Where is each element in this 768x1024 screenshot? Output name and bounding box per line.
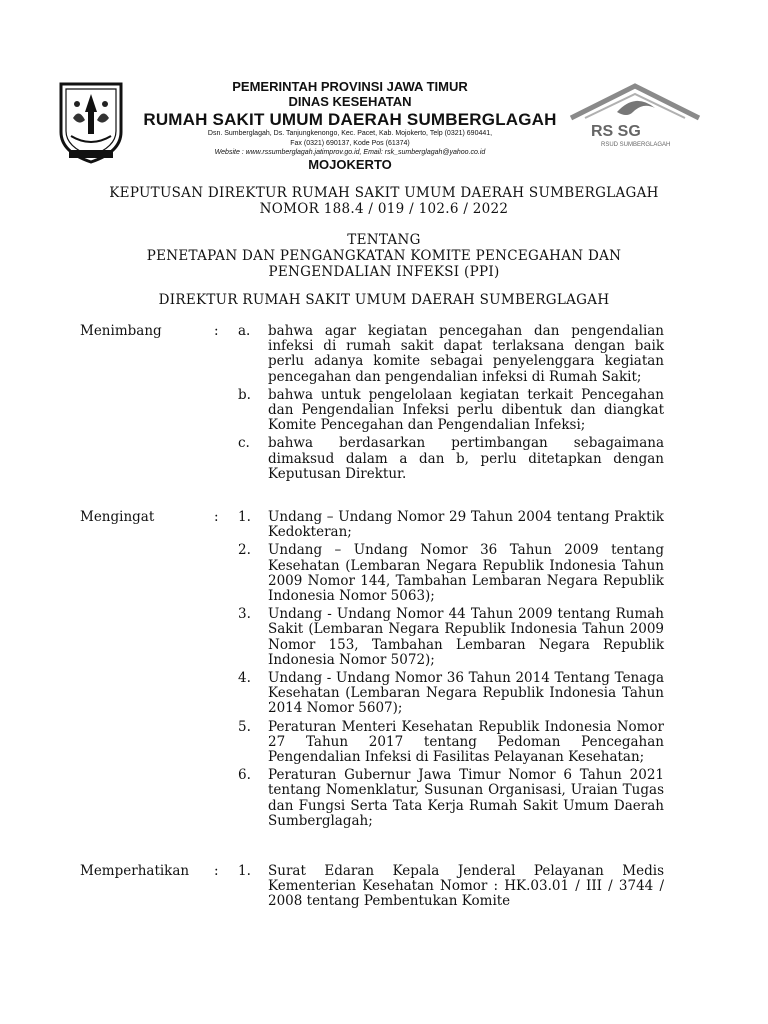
government-name: PEMERINTAH PROVINSI JAWA TIMUR [232,79,468,94]
item-number: 1. [238,509,251,525]
item-text: Peraturan Menteri Kesehatan Republik Indonesia Nomor 27 Tahun 2017 tentang Pedoman Pencegahan Pengendalian Infeksi di Fasilitas Pelayanan Kesehatan; [268,718,664,766]
section-colon: : [214,509,219,525]
letterhead-text [130,80,570,173]
website-line: Website : www.rssumberglagah.jatimprov.go.id, Email: rsk_sumberglagah@yahoo.co.id [214,148,486,156]
about-label: TENTANG [347,232,421,248]
subject-line-1: PENETAPAN DAN PENGANGKATAN KOMITE PENCEGAHAN DAN [146,248,622,264]
item-number: c. [238,435,250,452]
section-label: Menimbang [80,323,162,339]
section-label: Memperhatikan [80,863,190,879]
list-item [80,436,664,482]
svg-text:RSUD SUMBERGLAGAH: RSUD SUMBERGLAGAH [601,142,671,148]
subject-line-2: PENGENDALIAN INFEKSI (PPI) [268,264,500,280]
item-text: Undang - Undang Nomor 36 Tahun 2014 Tentang Tenaga Kesehatan (Lembaran Negara Republik Indonesia Tahun 2014 Nomor 5607); [268,670,664,717]
address-line: Dsn. Sumberglagah, Ds. Tanjungkenongo, Kec. Pacet, Kab. Mojokerto, Telp (0321) 690441, [207,130,493,138]
director-heading [60,292,708,308]
rsud-sumberglagah-logo [565,82,705,150]
director-title: DIREKTUR RUMAH SAKIT UMUM DAERAH SUMBERGLAGAH [158,292,610,308]
decree-heading [60,185,708,217]
list-item [80,324,664,385]
mengingat-section [80,510,664,829]
list-item [80,864,664,910]
item-text: Surat Edaran Kepala Jenderal Pelayanan Medis Kementerian Kesehatan Nomor : HK.03.01 / III / 3744 / 2008 tentang Pembentukan Komite [268,863,664,910]
section-label: Mengingat [80,509,155,525]
decree-title: KEPUTUSAN DIREKTUR RUMAH SAKIT UMUM DAERAH SUMBERGLAGAH [109,185,659,201]
letterhead [0,0,768,180]
item-text: Undang – Undang Nomor 29 Tahun 2004 tentang Praktik Kedokteran; [268,509,664,541]
decree-number: NOMOR 188.4 / 019 / 102.6 / 2022 [259,201,509,217]
item-number: 6. [238,767,251,784]
item-text: Peraturan Gubernur Jawa Timur Nomor 6 Tahun 2021 tentang Nomenklatur, Susunan Organisasi, Uraian Tugas dan Fungsi Serta Tata Kerja Rumah Sakit Umum Daerah Sumberglagah; [268,767,664,829]
list-item [80,607,664,668]
east-java-province-emblem [55,78,127,166]
list-item [80,720,664,766]
list-item [80,671,664,717]
decree-subject [60,232,708,280]
department-name: DINAS KESEHATAN [288,93,412,109]
list-item [80,543,664,604]
city-name: MOJOKERTO [308,156,392,172]
item-number: 1. [238,863,251,879]
fax-line: Fax (0321) 690137, Kode Pos (61374) [290,139,410,147]
list-item [80,388,664,434]
memperhatikan-section [80,864,664,910]
item-text: bahwa agar kegiatan pencegahan dan pengendalian infeksi di rumah sakit dapat terlaksana dengan baik perlu adanya komite sebagai penyelenggara kegiatan pencegahan dan pengendalian infeksi di Rumah Sakit; [268,323,664,385]
item-number: 2. [238,542,251,559]
svg-text:RS SG: RS SG [591,123,641,140]
item-number: 4. [238,670,251,687]
item-number: 5. [238,718,251,735]
item-number: b. [238,386,251,403]
item-text: Undang - Undang Nomor 44 Tahun 2009 tentang Rumah Sakit (Lembaran Negara Republik Indonesia Tahun 2009 Nomor 153, Tambahan Lembaran Negara Republik Indonesia Nomor 5072); [268,606,664,668]
section-colon: : [214,863,219,879]
item-number: a. [238,323,251,339]
item-text: bahwa berdasarkan pertimbangan sebagaimana dimaksud dalam a dan b, perlu ditetapkan dengan Keputusan Direktur. [268,435,664,482]
item-text: bahwa untuk pengelolaan kegiatan terkait Pencegahan dan Pengendalian Infeksi perlu dibentuk dan diangkat Komite Pencegahan dan Pengendalian Infeksi; [268,386,664,434]
menimbang-section [80,324,664,482]
section-colon: : [214,323,219,339]
item-number: 3. [238,606,251,623]
item-text: Undang – Undang Nomor 36 Tahun 2009 tentang Kesehatan (Lembaran Negara Republik Indonesia Tahun 2009 Nomor 144, Tambahan Lembaran Negara Republik Indonesia Nomor 5063); [268,542,664,605]
hospital-name: RUMAH SAKIT UMUM DAERAH SUMBERGLAGAH [143,109,557,129]
list-item [80,510,664,540]
list-item [80,768,664,829]
